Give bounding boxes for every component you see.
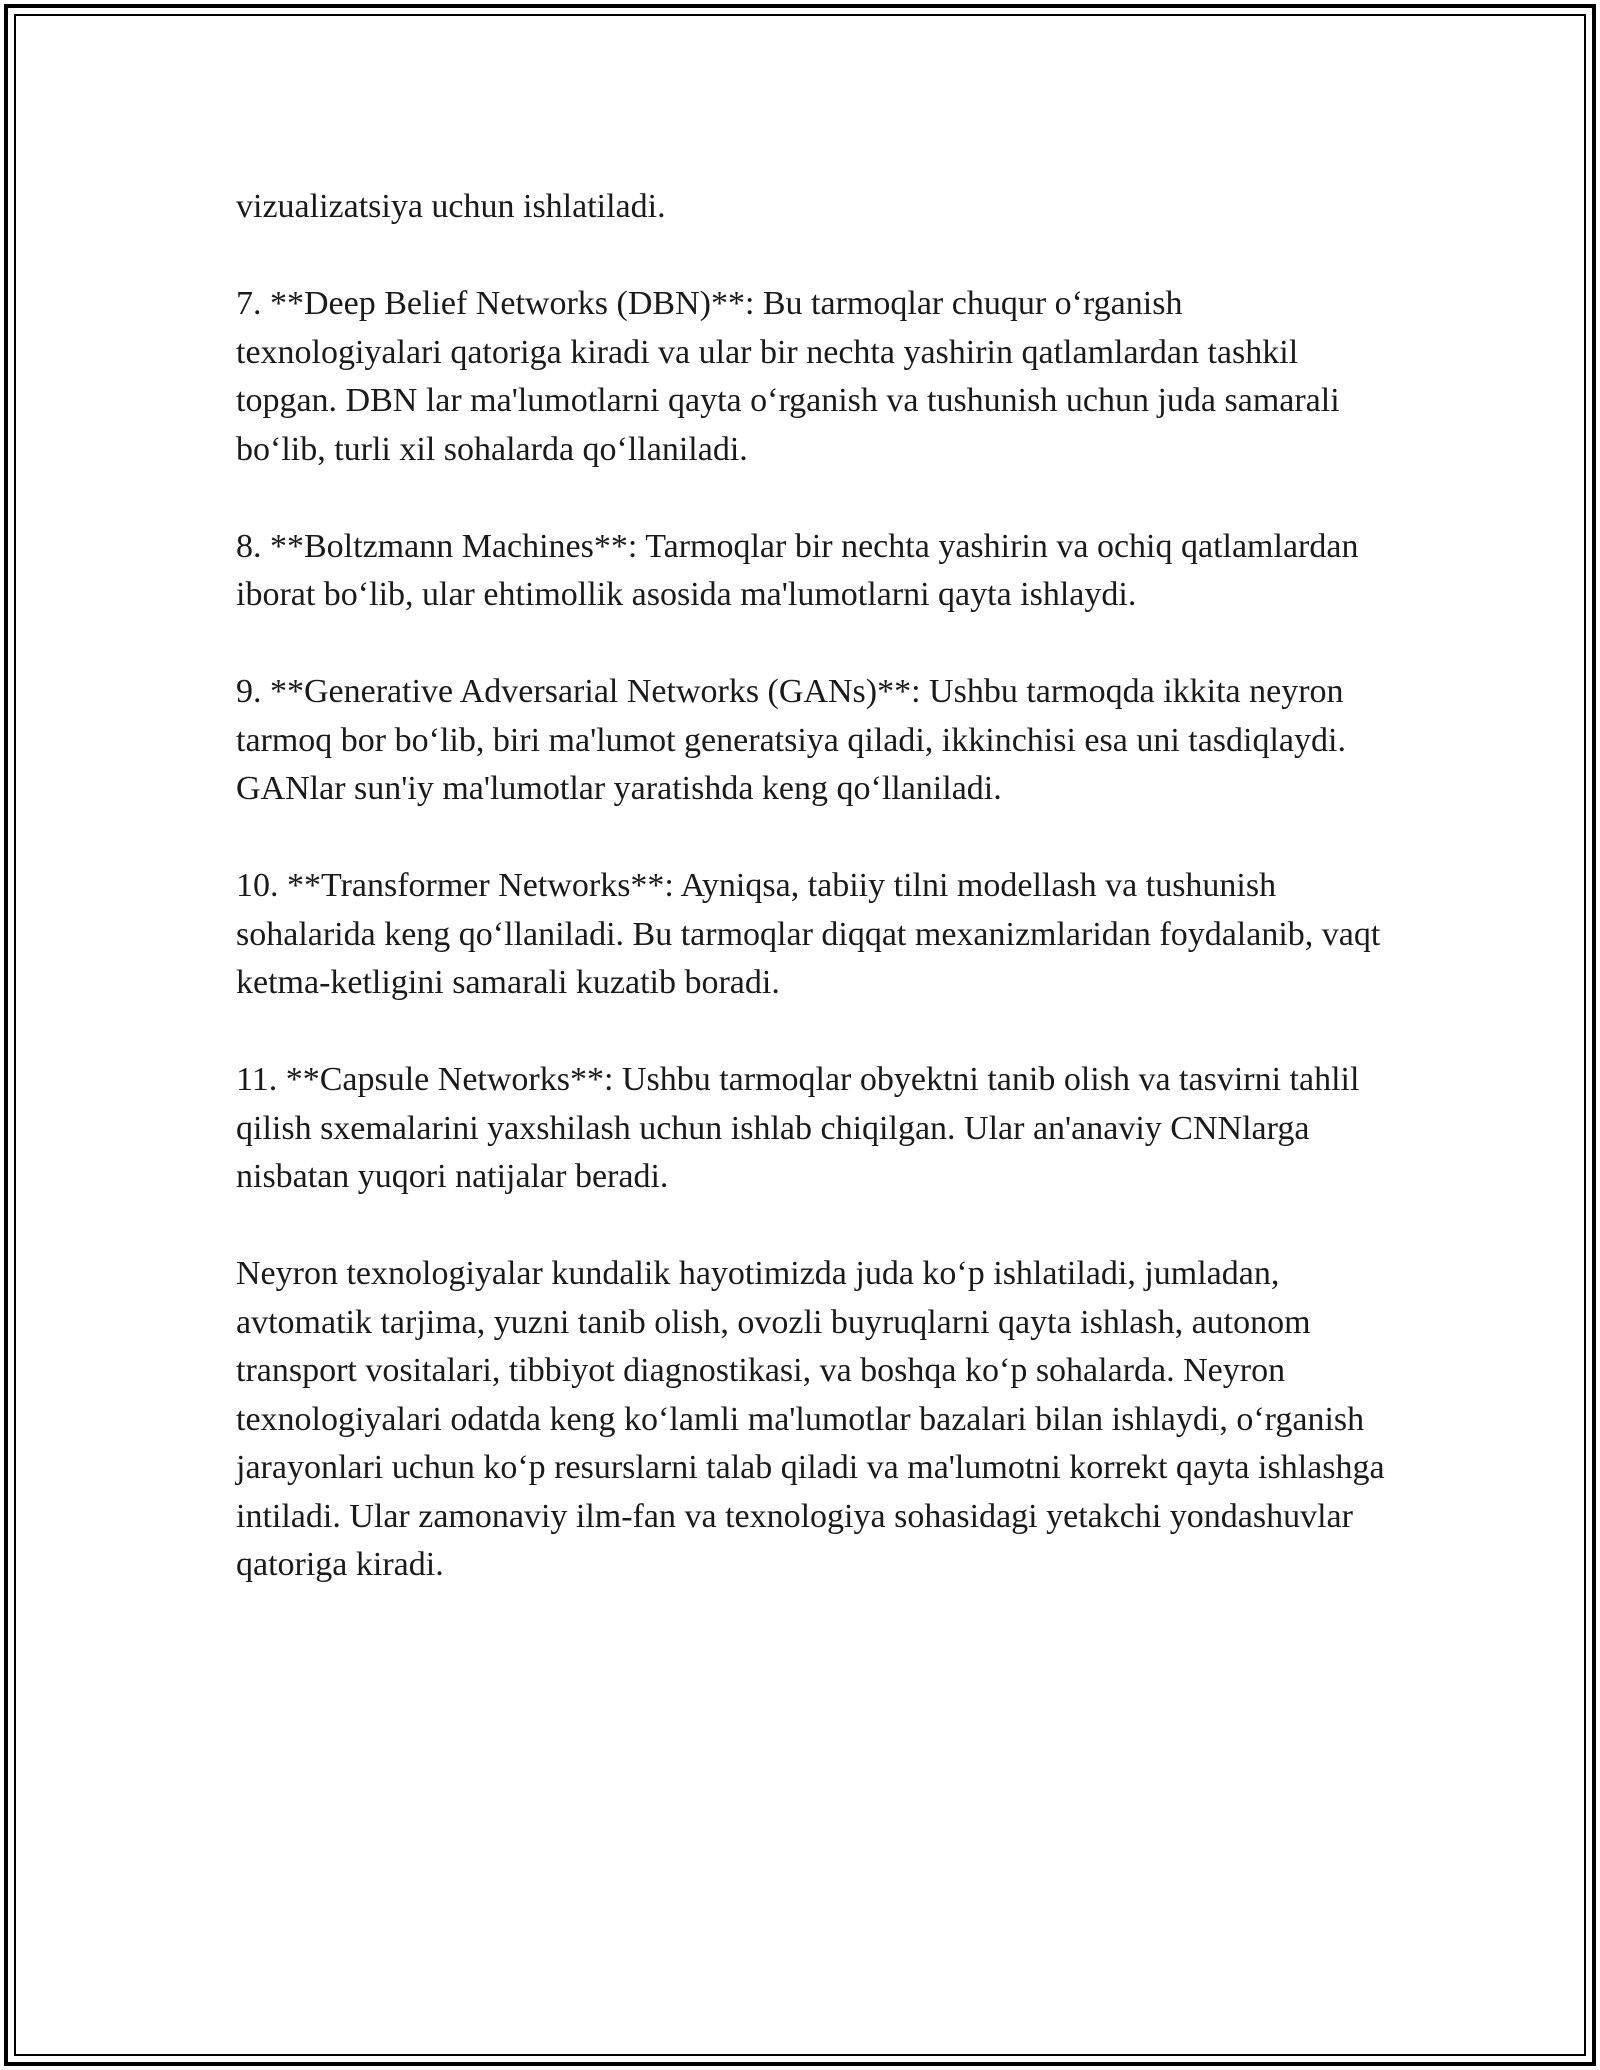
- paragraph-item-7-deep-belief-networks: 7. **Deep Belief Networks (DBN)**: Bu tarmoqlar chuqur o‘rganish texnologiyalari qatoriga kiradi va ular bir nechta yashirin qatlamlardan tashkil topgan. DBN lar ma'lumotlarni qayta o‘rganish va tushunish uchun juda samarali bo‘lib, turli xil sohalarda qo‘llaniladi.: [236, 285, 1340, 468]
- paragraph-item-8-boltzmann-machines: 8. **Boltzmann Machines**: Tarmoqlar bir nechta yashirin va ochiq qatlamlardan iborat bo‘lib, ular ehtimollik asosida ma'lumotlarni qayta ishlaydi.: [236, 527, 1359, 613]
- paragraph-item-9-gans: 9. **Generative Adversarial Networks (GANs)**: Ushbu tarmoqda ikkita neyron tarmoq bor bo‘lib, biri ma'lumot generatsiya qiladi, ikkinchisi esa uni tasdiqlaydi. GANlar sun'iy ma'lumotlar yaratishda keng qo‘llaniladi.: [236, 673, 1346, 807]
- paragraph-continuation: vizualizatsiya uchun ishlatiladi.: [236, 188, 666, 225]
- paragraph-item-10-transformer-networks: 10. **Transformer Networks**: Ayniqsa, tabiiy tilni modellash va tushunish sohalarida keng qo‘llaniladi. Bu tarmoqlar diqqat mexanizmlaridan foydalanib, vaqt ketma-ketligini samarali kuzatib boradi.: [236, 867, 1381, 1001]
- paragraph-conclusion: Neyron texnologiyalar kundalik hayotimizda juda ko‘p ishlatiladi, jumladan, avtomatik tarjima, yuzni tanib olish, ovozli buyruqlarni qayta ishlash, autonom transport vositalari, tibbiyot diagnostikasi, va boshqa ko‘p sohalarda. Neyron texnologiyalari odatda keng ko‘lamli ma'lumotlar bazalari bilan ishlaydi, o‘rganish jarayonlari uchun ko‘p resurslarni talab qiladi va ma'lumotni korrekt qayta ishlashga intiladi. Ular zamonaviy ilm-fan va texnologiya sohasidagi yetakchi yondashuvlar qatoriga kiradi.: [236, 1255, 1385, 1583]
- paragraph-item-11-capsule-networks: 11. **Capsule Networks**: Ushbu tarmoqlar obyektni tanib olish va tasvirni tahlil qilish sxemalarini yaxshilash uchun ishlab chiqilgan. Ular an'anaviy CNNlarga nisbatan yuqori natijalar beradi.: [236, 1061, 1360, 1195]
- document-body: [236, 183, 1396, 1590]
